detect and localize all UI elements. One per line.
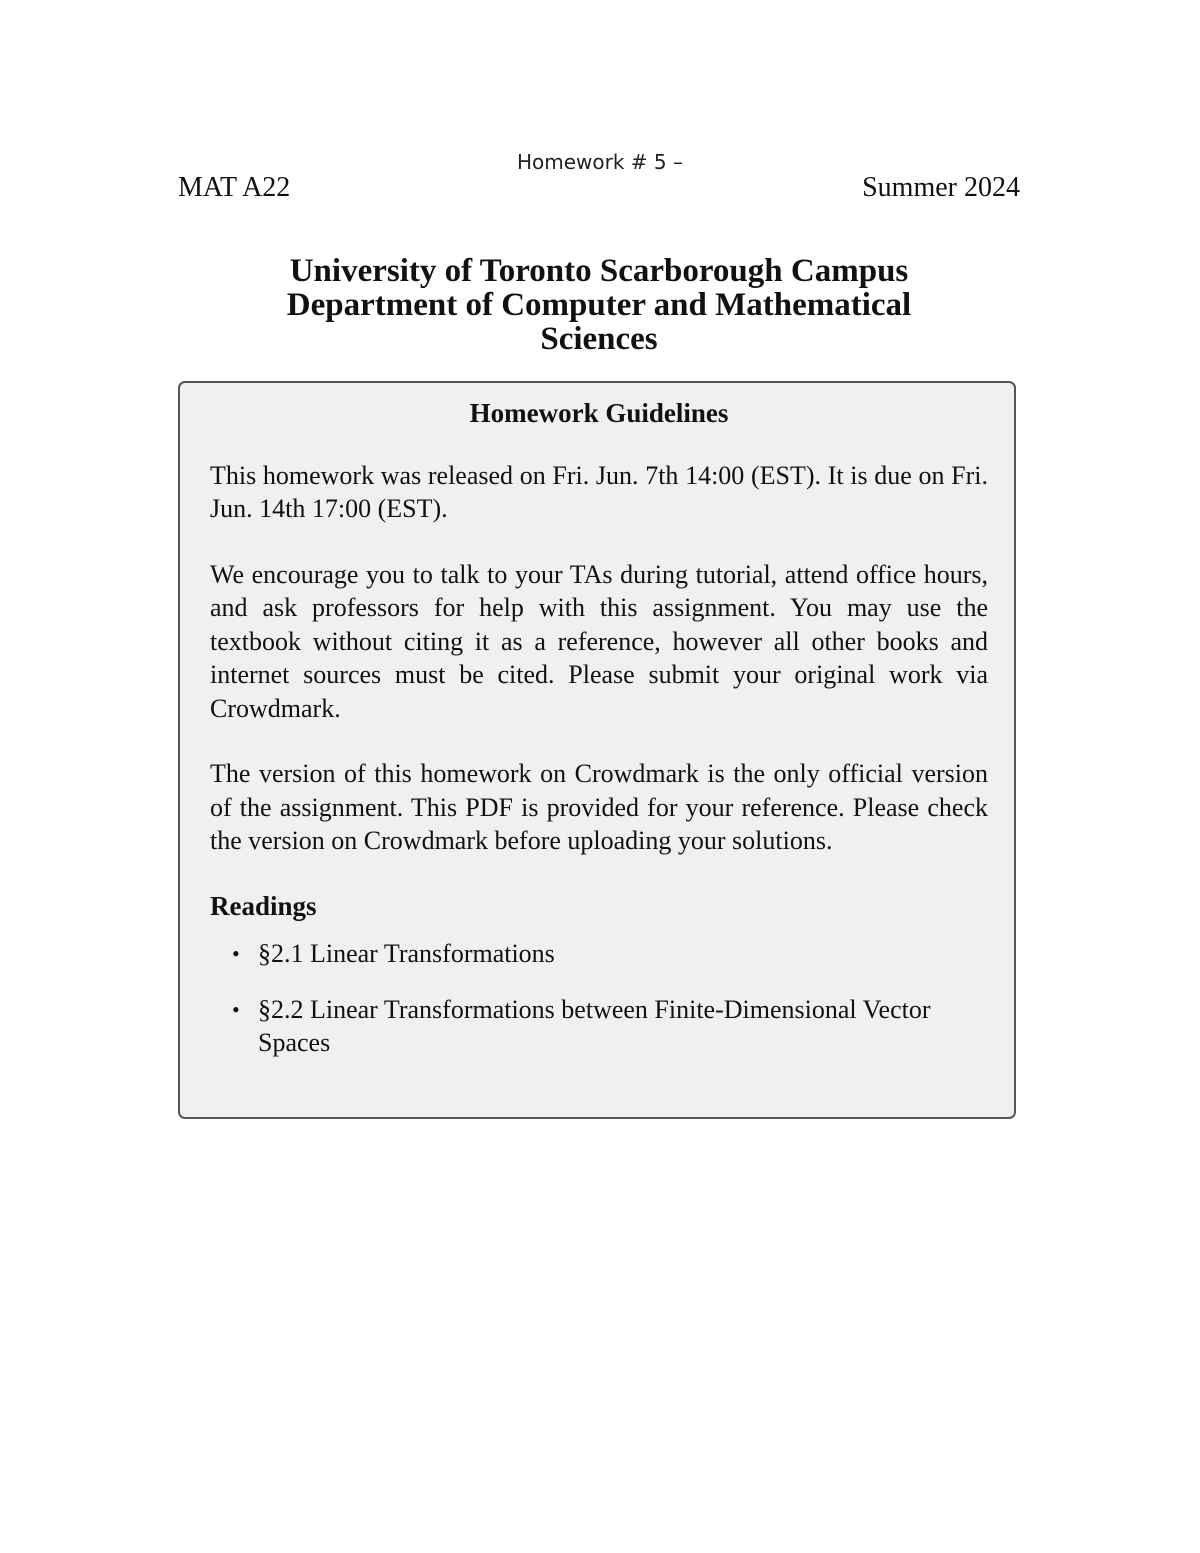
bullet-icon: • [232,941,240,966]
release-paragraph: This homework was released on Fri. Jun. 7th 14:00 (EST). It is due on Fri. Jun. 14th 17:00 (EST). [210,460,988,523]
title-line-2: Department of Computer and Mathematical [286,287,912,323]
readings-heading: Readings [210,890,317,921]
reading-item-text: §2.1 Linear Transformations [258,939,555,968]
reading-item [210,937,988,971]
readings-list [210,937,988,1060]
title-line-3: Sciences [540,321,658,357]
guidelines-content [210,397,988,1082]
reading-item [210,993,988,1060]
title-line-1: University of Toronto Scarborough Campus [289,253,909,289]
reading-item-text: §2.2 Linear Transformations between Finite-Dimensional Vector Spaces [258,994,931,1057]
running-head: Homework # 5 – [516,150,683,174]
guidelines-heading: Homework Guidelines [469,398,729,428]
bullet-icon: • [232,996,240,1022]
version-paragraph: The version of this homework on Crowdmark is the only official version of the assignment. This PDF is provided for your reference. Please check the version on Crowdmark before uploading your solutions. [210,759,988,855]
term: Summer 2024 [862,172,1020,203]
course-header [178,172,1020,204]
guidelines-box [178,381,1016,1119]
encourage-paragraph: We encourage you to talk to your TAs during tutorial, attend office hours, and ask professors for help with this assignment. You may use the textbook without citing it as a reference, however all other books and internet sources must be cited. Please submit your original work via Crowdmark. [210,559,988,723]
institution-title [178,254,1020,356]
course-code: MAT A22 [178,172,291,203]
